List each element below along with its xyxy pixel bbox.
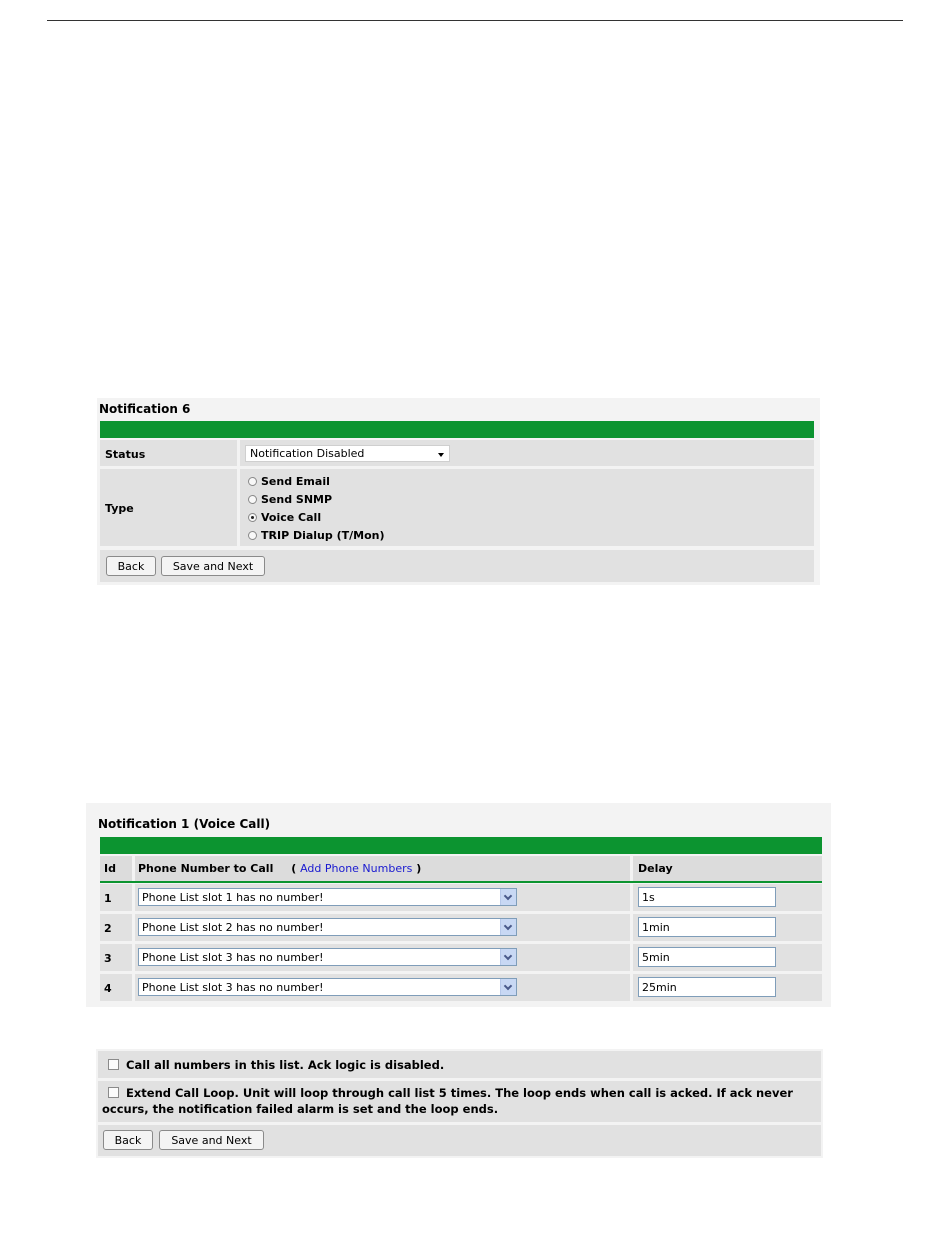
paren-open: ( — [291, 862, 297, 875]
radio-label: Send SNMP — [261, 493, 333, 506]
chevron-down-icon[interactable] — [500, 979, 516, 995]
row-id: 4 — [104, 982, 112, 995]
status-row — [100, 440, 814, 466]
notification-1-voice-call-panel — [86, 803, 831, 1007]
save-and-next-button[interactable]: Save and Next — [161, 556, 265, 576]
status-select-value: Notification Disabled — [250, 447, 365, 460]
header-underline — [100, 881, 822, 883]
radio-voice-call[interactable] — [248, 511, 321, 524]
column-header-phone — [138, 862, 421, 875]
table-row — [100, 974, 822, 1001]
table-header — [100, 856, 822, 882]
table-row — [100, 914, 822, 941]
call-options-panel — [96, 1049, 823, 1158]
back-button[interactable]: Back — [106, 556, 156, 576]
extend-loop-row — [98, 1081, 821, 1122]
radio-trip-dialup[interactable] — [248, 529, 385, 542]
row-id: 1 — [104, 892, 112, 905]
cell-divider — [132, 856, 135, 882]
cell-divider — [132, 974, 135, 1001]
page-top-rule — [47, 20, 903, 21]
button-row — [100, 550, 814, 582]
cell-divider — [630, 944, 633, 971]
cell-divider — [132, 914, 135, 941]
call-all-checkbox[interactable] — [108, 1059, 119, 1070]
paren-close: ) — [416, 862, 422, 875]
notification-6-panel — [97, 398, 820, 585]
row-id: 3 — [104, 952, 112, 965]
phone-select-value: Phone List slot 3 has no number! — [142, 951, 324, 964]
cell-divider — [630, 914, 633, 941]
panel-title: Notification 6 — [99, 402, 191, 416]
delay-input[interactable]: 5min — [638, 947, 776, 967]
add-phone-numbers-link[interactable]: Add Phone Numbers — [300, 862, 413, 875]
status-select[interactable] — [245, 445, 450, 462]
cell-divider — [630, 856, 633, 882]
delay-input[interactable]: 1s — [638, 887, 776, 907]
table-row — [100, 884, 822, 911]
call-all-row — [98, 1051, 821, 1078]
radio-label: TRIP Dialup (T/Mon) — [261, 529, 385, 542]
cell-divider — [237, 469, 240, 546]
cell-divider — [237, 440, 240, 466]
column-header-id: Id — [104, 862, 116, 875]
row-id: 2 — [104, 922, 112, 935]
panel-title: Notification 1 (Voice Call) — [98, 817, 271, 831]
call-all-label: Call all numbers in this list. Ack logic is disabled. — [126, 1058, 445, 1072]
radio-button[interactable] — [248, 495, 257, 504]
radio-button[interactable] — [248, 477, 257, 486]
radio-button-selected[interactable] — [248, 513, 257, 522]
chevron-down-icon[interactable] — [500, 889, 516, 905]
column-header-delay: Delay — [638, 862, 673, 875]
phone-number-select[interactable] — [138, 888, 517, 906]
phone-select-value: Phone List slot 1 has no number! — [142, 891, 324, 904]
table-row — [100, 944, 822, 971]
delay-input[interactable]: 25min — [638, 977, 776, 997]
phone-number-select[interactable] — [138, 918, 517, 936]
phone-select-value: Phone List slot 3 has no number! — [142, 981, 324, 994]
button-row — [98, 1125, 821, 1156]
cell-divider — [132, 944, 135, 971]
chevron-down-icon[interactable] — [500, 919, 516, 935]
phone-header-text: Phone Number to Call — [138, 862, 274, 875]
caret-down-icon — [438, 453, 444, 457]
phone-select-value: Phone List slot 2 has no number! — [142, 921, 324, 934]
delay-input[interactable]: 1min — [638, 917, 776, 937]
radio-button[interactable] — [248, 531, 257, 540]
cell-divider — [132, 884, 135, 911]
cell-divider — [630, 974, 633, 1001]
back-button[interactable]: Back — [103, 1130, 153, 1150]
phone-number-select[interactable] — [138, 948, 517, 966]
radio-label: Send Email — [261, 475, 330, 488]
phone-number-select[interactable] — [138, 978, 517, 996]
radio-send-email[interactable] — [248, 475, 330, 488]
extend-loop-label: Extend Call Loop. Unit will loop through call list 5 times. The loop ends when call is acked. If ack never occurs, the notification failed alarm is set and the loop ends. — [102, 1086, 793, 1116]
type-row — [100, 469, 814, 546]
chevron-down-icon[interactable] — [500, 949, 516, 965]
radio-label: Voice Call — [261, 511, 322, 524]
header-bar — [100, 421, 814, 438]
status-label: Status — [105, 448, 146, 461]
type-label: Type — [105, 502, 134, 515]
radio-send-snmp[interactable] — [248, 493, 332, 506]
save-and-next-button[interactable]: Save and Next — [159, 1130, 264, 1150]
header-bar — [100, 837, 822, 854]
cell-divider — [630, 884, 633, 911]
